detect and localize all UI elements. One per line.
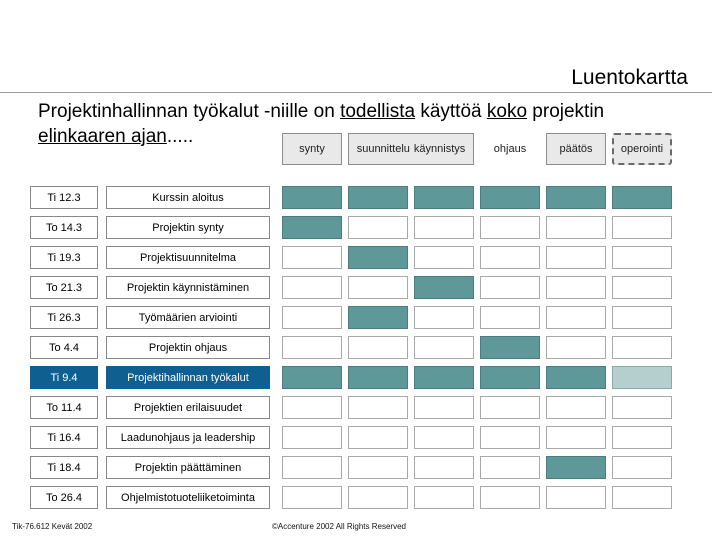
phase-cell-on — [480, 336, 540, 359]
phase-cell-on — [348, 246, 408, 269]
title-divider — [0, 92, 712, 93]
phase-cell-off — [282, 396, 342, 419]
phase-header-synty: synty — [282, 133, 342, 165]
row-date: Ti 19.3 — [30, 246, 98, 269]
phase-cell-on — [480, 186, 540, 209]
phase-cell-off — [348, 336, 408, 359]
row-topic: Projektien erilaisuudet — [106, 396, 270, 419]
row-topic: Ohjelmistotuoteliiketoiminta — [106, 486, 270, 509]
phase-cell-off — [612, 216, 672, 239]
phase-cell-on — [546, 366, 606, 389]
phase-cell-on — [480, 366, 540, 389]
footer-copyright: ©Accenture 2002 All Rights Reserved — [272, 522, 406, 531]
row-topic: Työmäärien arviointi — [106, 306, 270, 329]
row-date: To 11.4 — [30, 396, 98, 419]
row-date: Ti 12.3 — [30, 186, 98, 209]
row-date: To 14.3 — [30, 216, 98, 239]
phase-cell-off — [414, 336, 474, 359]
phase-cell-off — [282, 426, 342, 449]
subtitle-emphasis-real: todellista — [340, 101, 416, 122]
phase-cell-off — [414, 486, 474, 509]
phase-cell-on — [282, 366, 342, 389]
subtitle-text-2: käyttöä — [415, 101, 487, 122]
phase-cell-off — [414, 426, 474, 449]
phase-cell-off — [414, 306, 474, 329]
phase-cell-off — [480, 426, 540, 449]
phase-cell-off — [348, 396, 408, 419]
subtitle-text-4: ..... — [166, 126, 194, 147]
phase-cell-off — [480, 246, 540, 269]
phase-cell-on — [414, 186, 474, 209]
phase-cell-on — [282, 186, 342, 209]
row-date: To 4.4 — [30, 336, 98, 359]
phase-cell-off — [282, 276, 342, 299]
footer-course: Tik-76.612 Kevät 2002 — [12, 522, 93, 531]
phase-cell-on — [348, 186, 408, 209]
phase-cell-off — [612, 396, 672, 419]
row-topic: Projektisuunnitelma — [106, 246, 270, 269]
phase-cell-on — [414, 366, 474, 389]
phase-cell-on — [282, 216, 342, 239]
phase-header-suunnittelu-kaynnistys — [348, 133, 474, 165]
phase-cell-off — [414, 216, 474, 239]
subtitle-emphasis-lifecycle: elinkaaren ajan — [38, 126, 167, 147]
phase-cell-on — [546, 456, 606, 479]
subtitle-text-1: Projektinhallinnan työkalut -niille on — [38, 101, 341, 122]
phase-cell-off — [546, 246, 606, 269]
phase-cell-off — [348, 276, 408, 299]
row-date: Ti 18.4 — [30, 456, 98, 479]
phase-cell-off — [612, 426, 672, 449]
phase-header-paatos: päätös — [546, 133, 606, 165]
phase-cell-off — [546, 426, 606, 449]
phase-cell-off — [546, 216, 606, 239]
phase-header-operointi: operointi — [612, 133, 672, 165]
phase-cell-off — [348, 486, 408, 509]
row-topic: Projektin käynnistäminen — [106, 276, 270, 299]
phase-cell-off — [282, 486, 342, 509]
phase-cell-off — [348, 456, 408, 479]
phase-cell-on — [414, 276, 474, 299]
phase-cell-off — [546, 486, 606, 509]
phase-cell-off — [480, 456, 540, 479]
row-date: To 21.3 — [30, 276, 98, 299]
phase-cell-off — [480, 276, 540, 299]
phase-cell-off — [546, 336, 606, 359]
phase-cell-off — [414, 396, 474, 419]
phase-cell-off — [282, 246, 342, 269]
phase-cell-on — [348, 306, 408, 329]
row-date: Ti 9.4 — [30, 366, 98, 389]
phase-cell-off — [480, 216, 540, 239]
phase-cell-off — [546, 276, 606, 299]
phase-cell-off — [480, 396, 540, 419]
phase-cell-off — [282, 306, 342, 329]
row-topic: Laadunohjaus ja leadership — [106, 426, 270, 449]
phase-cell-off — [414, 456, 474, 479]
phase-cell-light — [612, 366, 672, 389]
phase-cell-on — [612, 186, 672, 209]
phase-cell-off — [612, 246, 672, 269]
row-topic: Projektin päättäminen — [106, 456, 270, 479]
phase-cell-off — [414, 246, 474, 269]
phase-cell-off — [612, 276, 672, 299]
phase-cell-off — [480, 306, 540, 329]
row-topic: Kurssin aloitus — [106, 186, 270, 209]
phase-cell-off — [546, 306, 606, 329]
subtitle-emphasis-whole: koko — [486, 101, 528, 122]
phase-cell-on — [348, 366, 408, 389]
row-topic: Projektin synty — [106, 216, 270, 239]
phase-cell-off — [480, 486, 540, 509]
phase-cell-off — [348, 216, 408, 239]
phase-label-kaynnistys: käynnistys — [413, 143, 466, 155]
row-topic: Projektin ohjaus — [106, 336, 270, 359]
phase-cell-off — [612, 486, 672, 509]
phase-cell-off — [612, 456, 672, 479]
row-date: Ti 16.4 — [30, 426, 98, 449]
phase-label-suunnittelu: suunnittelu — [356, 143, 410, 155]
phase-header-ohjaus: ohjaus — [493, 143, 527, 155]
phase-cell-off — [282, 336, 342, 359]
phase-cell-off — [348, 426, 408, 449]
phase-cell-off — [546, 396, 606, 419]
slide-title: Luentokartta — [571, 66, 688, 89]
row-date: Ti 26.3 — [30, 306, 98, 329]
row-date: To 26.4 — [30, 486, 98, 509]
subtitle-text-3: projektin — [527, 101, 605, 122]
row-topic: Projektihallinnan työkalut — [106, 366, 270, 389]
phase-cell-off — [282, 456, 342, 479]
phase-cell-off — [612, 306, 672, 329]
phase-cell-on — [546, 186, 606, 209]
phase-cell-off — [612, 336, 672, 359]
